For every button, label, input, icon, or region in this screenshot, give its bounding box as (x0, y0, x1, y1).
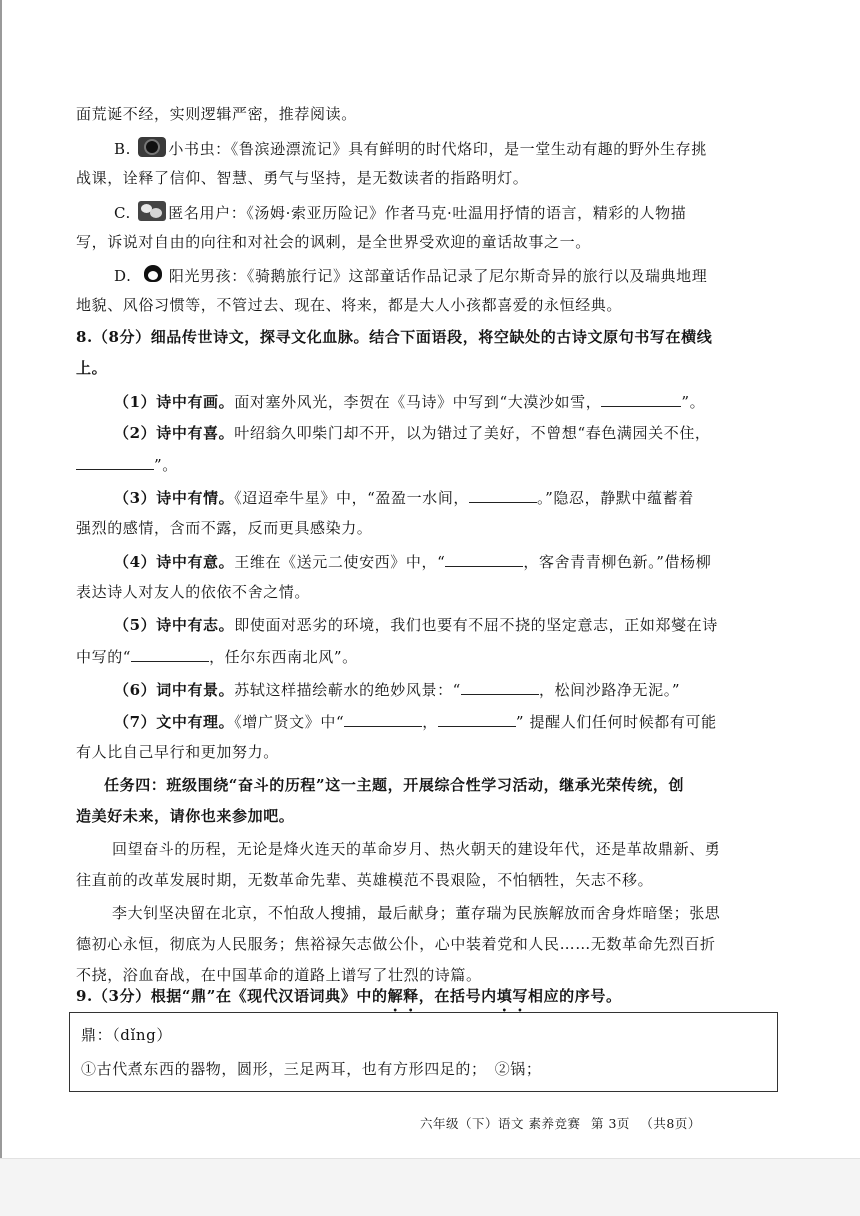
heading-emphasis: 填写 (496, 987, 528, 1005)
item-text: ，松间沙路净无泥。” (538, 681, 681, 699)
option-b-line2: 战课，诠释了信仰、智慧、勇气与坚持，是无数读者的指路明灯。 (76, 169, 529, 187)
task-4-para-2-line1: 李大钊坚决留在北京，不怕敌人搜捕，最后献身；董存瑞为民族解放而舍身炸暗堡；张思 (112, 904, 721, 922)
item-number: （2） (114, 424, 157, 442)
option-b-user: 小书虫： (168, 140, 231, 158)
q8-item-6 (114, 679, 680, 700)
question-8-heading: 8.（8分）细品传世诗文，探寻文化血脉。结合下面语段，将空缺处的古诗文原句书写在横线 (76, 328, 713, 346)
option-c-line1 (114, 201, 686, 223)
task-4-para-1-line2: 往直前的改革发展时期，无数革命先辈、英雄模范不畏艰险，不怕牺牲，矢志不移。 (76, 871, 654, 889)
definition-headword: 鼎：（dǐng） (81, 1026, 172, 1044)
item-number: （4） (114, 553, 157, 571)
item-text: 苏轼这样描绘蕲水的绝妙风景：“ (234, 681, 461, 699)
task-4-para-1-line1: 回望奋斗的历程，无论是烽火连天的革命岁月、热火朝天的建设年代，还是革故鼎新、勇 (112, 840, 721, 858)
answer-blank[interactable] (438, 711, 516, 727)
option-d-letter: D. (114, 267, 132, 285)
footer-page: 第 3页 (590, 1116, 630, 1131)
heading-part: 9.（3分）根据“鼎”在《现代汉语词典》中的 (76, 987, 388, 1005)
q8-item-5-cont (76, 646, 358, 667)
item-text: 即使面对恶劣的环境，我们也要有不屈不挠的坚定意志，正如郑燮在诗 (234, 616, 718, 634)
answer-blank[interactable] (469, 487, 537, 503)
item-text: 《迢迢牵牛星》中，“盈盈一水间， (234, 489, 470, 507)
q8-item-3 (114, 487, 694, 508)
option-d-user: 阳光男孩： (168, 267, 247, 285)
answer-blank[interactable] (344, 711, 422, 727)
option-d-text: 《骑鹅旅行记》这部童话作品记录了尼尔斯奇异的旅行以及瑞典地理 (246, 267, 708, 285)
answer-blank[interactable] (445, 551, 523, 567)
page-bottom-margin (0, 1158, 860, 1216)
option-c-user: 匿名用户： (168, 204, 247, 222)
answer-blank[interactable] (601, 391, 681, 407)
item-text: ，客舍青青柳色新。”借杨柳 (523, 553, 712, 571)
item-text: ”。 (681, 393, 706, 411)
item-text: 。”隐忍，静默中蕴蓄着 (537, 489, 694, 507)
question-9-heading (76, 986, 622, 1015)
option-d-line1 (114, 264, 707, 286)
task-4-heading-cont: 造美好未来，请你也来参加吧。 (76, 807, 295, 825)
item-topic: 文中有理。 (156, 713, 235, 731)
option-c-letter: C. (114, 204, 131, 222)
q8-item-7 (114, 711, 717, 732)
answer-blank[interactable] (461, 679, 539, 695)
item-text: ，任尔东西南北风”。 (209, 648, 358, 666)
option-c-line2: 写，诉说对自由的向往和对社会的讽刺，是全世界受欢迎的童话故事之一。 (76, 233, 591, 251)
heading-emphasis: 解释 (387, 987, 419, 1005)
item-number: （6） (114, 681, 157, 699)
answer-blank[interactable] (131, 646, 209, 662)
item-topic: 诗中有情。 (156, 489, 235, 507)
bookworm-avatar-icon (138, 137, 166, 157)
option-b-letter: B. (114, 140, 131, 158)
page-footer (420, 1114, 707, 1132)
page-left-border (0, 0, 2, 1158)
option-d-line2: 地貌、风俗习惯等，不管过去、现在、将来，都是大人小孩都喜爱的永恒经典。 (76, 296, 623, 314)
q8-item-3-cont: 强烈的感情，含而不露，反而更具感染力。 (76, 519, 373, 537)
item-topic: 诗中有意。 (156, 553, 235, 571)
q8-item-7-cont: 有人比自己早行和更加努力。 (76, 743, 279, 761)
option-b-line1 (114, 137, 707, 159)
q8-item-4-cont: 表达诗人对友人的依依不舍之情。 (76, 583, 311, 601)
item-topic: 诗中有志。 (156, 616, 235, 634)
q8-item-1 (114, 391, 705, 412)
question-8-heading-cont: 上。 (76, 359, 108, 377)
boy-avatar-icon (139, 264, 167, 284)
item-text: ” 提醒人们任何时候都有可能 (515, 713, 717, 731)
option-a-tail: 面荒诞不经，实则逻辑严密，推荐阅读。 (76, 105, 357, 123)
heading-part: 相应的序号。 (527, 987, 622, 1005)
task-4-heading: 任务四：班级围绕“奋斗的历程”这一主题，开展综合性学习活动，继承光荣传统，创 (104, 776, 685, 794)
item-text: 中写的“ (76, 648, 132, 666)
item-text: 面对塞外风光，李贺在《马诗》中写到“大漠沙如雪， (234, 393, 602, 411)
q8-item-2 (114, 423, 711, 443)
item-text: ， (422, 713, 438, 731)
q8-item-2-cont (76, 454, 178, 475)
chat-bubble-avatar-icon (138, 201, 166, 221)
item-topic: 诗中有喜。 (156, 424, 235, 442)
item-text: 叶绍翁久叩柴门却不开，以为错过了美好，不曾想“春色满园关不住， (234, 424, 711, 442)
item-topic: 词中有景。 (156, 681, 235, 699)
option-b-text: 《鲁滨逊漂流记》具有鲜明的时代烙印，是一堂生动有趣的野外生存挑 (230, 140, 707, 158)
answer-blank[interactable] (76, 454, 154, 470)
heading-part: ，在括号内 (418, 987, 497, 1005)
definition-senses: ①古代煮东西的器物，圆形，三足两耳，也有方形四足的； ②锅； (81, 1060, 542, 1078)
task-4-para-2-line3: 不挠，浴血奋战，在中国革命的道路上谱写了壮烈的诗篇。 (76, 966, 482, 984)
item-text: 《增广贤文》中“ (234, 713, 345, 731)
item-number: （5） (114, 616, 157, 634)
option-c-text: 《汤姆·索亚历险记》作者马克·吐温用抒情的语言，精彩的人物描 (246, 204, 687, 222)
task-4-para-2-line2: 德初心永恒，彻底为人民服务；焦裕禄矢志做公仆，心中装着党和人民……无数革命先烈百折 (76, 935, 716, 953)
item-text: 王维在《送元二使安西》中，“ (234, 553, 446, 571)
item-topic: 诗中有画。 (156, 393, 235, 411)
item-number: （7） (114, 713, 157, 731)
item-number: （1） (114, 393, 157, 411)
dictionary-definition-box (69, 1012, 778, 1092)
footer-total: （共8页） (640, 1116, 701, 1131)
q8-item-5 (114, 615, 718, 635)
footer-grade: 六年级（下）语文 素养竞赛 (420, 1116, 581, 1131)
item-number: （3） (114, 489, 157, 507)
item-text: ”。 (154, 456, 178, 474)
q8-item-4 (114, 551, 711, 572)
